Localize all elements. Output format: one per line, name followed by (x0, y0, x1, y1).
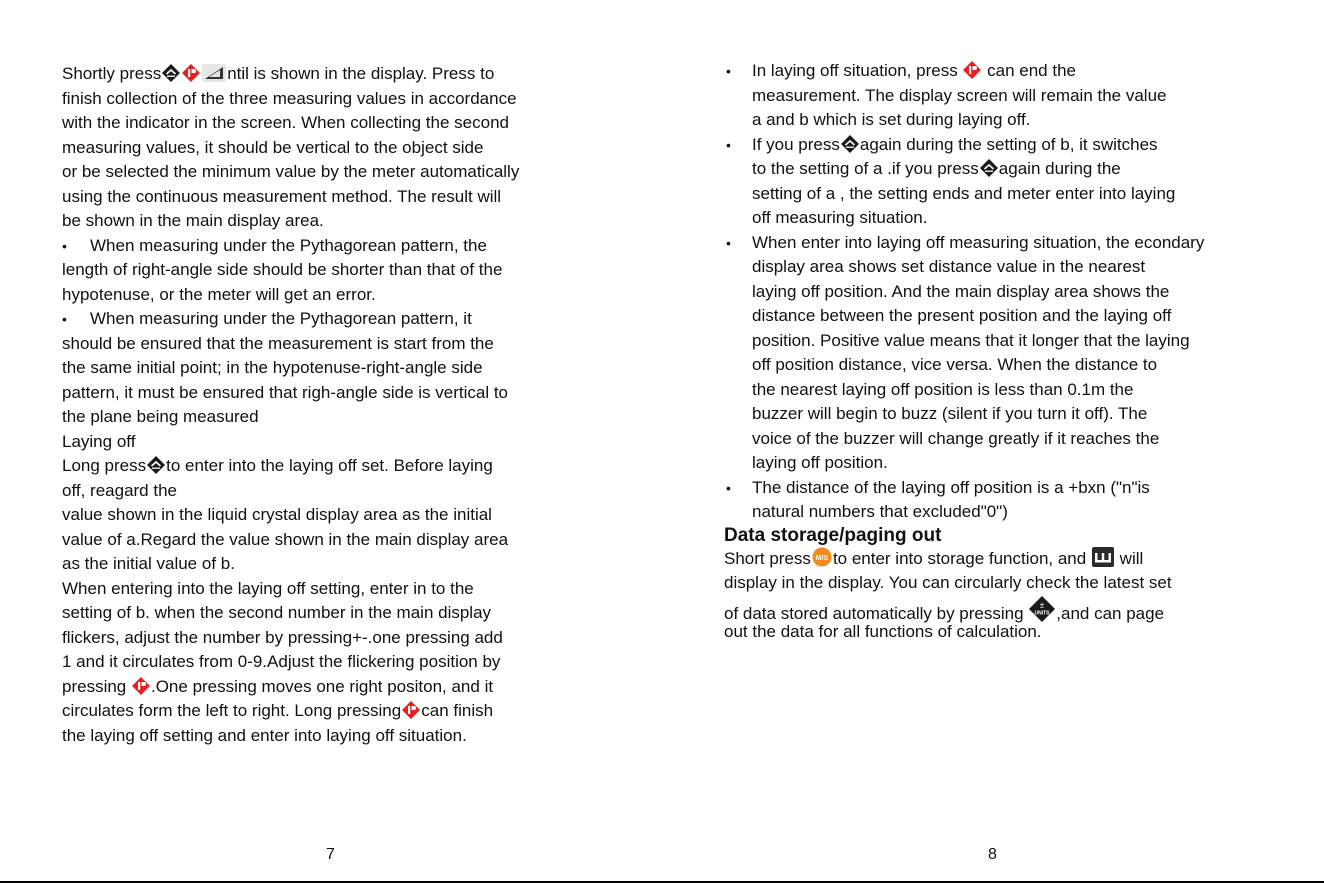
right-text-line (724, 571, 1172, 596)
text-run: finish collection of the three measuring values in accordance (62, 88, 517, 108)
right-text-line (752, 353, 1157, 378)
text-run: will (1114, 548, 1144, 568)
text-run: Long press (62, 456, 147, 475)
text-run: again during the (998, 159, 1121, 178)
text-run: ,and can page (1056, 603, 1165, 623)
left-text-line (62, 626, 503, 651)
right-text-line (752, 500, 1008, 525)
left-text-line (90, 307, 472, 332)
text-run: setting of a , the setting ends and meter enter into laying (752, 183, 1176, 203)
left-text-line (62, 87, 517, 112)
text-run: display area shows set distance value in the nearest (752, 257, 1146, 276)
text-run: or be selected the minimum value by the meter automatically (62, 162, 520, 181)
right-text-line (752, 255, 1145, 280)
text-run: When entering into the laying off setting, enter in to the (62, 578, 474, 598)
left-text-line (62, 405, 259, 430)
red-func-icon (402, 701, 420, 719)
text-run: the nearest laying off position is less than 0.1m the (752, 379, 1134, 399)
svg-text:M/S: M/S (815, 554, 829, 562)
right-text-line (752, 402, 1147, 427)
text-run: 1 and it circulates from 0-9.Adjust the flickering position by (62, 652, 501, 671)
text-run: to the setting of a .if you press (752, 159, 979, 178)
text-run: the plane being measured (62, 407, 259, 426)
text-run: display in the display. You can circularly check the latest set (724, 573, 1172, 592)
text-run: of data stored automatically by pressing (724, 603, 1029, 623)
bullet-marker: • (726, 136, 731, 153)
text-run: The distance of the laying off position is a +bxn ("n"is (752, 477, 1150, 497)
text-run: using the continuous measurement method. The result will (62, 186, 502, 206)
right-text-line (752, 231, 1204, 256)
left-text-line (62, 332, 494, 357)
left-text-line (62, 454, 493, 479)
svg-text:UNITS: UNITS (1034, 610, 1050, 616)
text-run: laying off position. And the main display area shows the (752, 281, 1170, 301)
text-run: pressing (62, 676, 131, 696)
left-text-line (62, 699, 493, 724)
right-text-line (752, 133, 1158, 158)
text-run: Shortly press (62, 64, 162, 83)
right-text-line (724, 547, 1143, 572)
text-run: circulates form the left to right. Long pressing (62, 701, 402, 720)
right-text-line (752, 451, 888, 476)
text-run: When enter into laying off measuring situation, the econdary (752, 232, 1205, 252)
text-run: Short press (724, 548, 811, 568)
right-text-line (752, 206, 927, 231)
text-run: the same initial point; in the hypotenuse-right-angle side (62, 358, 483, 377)
text-run: flickers, adjust the number by pressing+-.one pressing add (62, 627, 503, 647)
right-text-line (752, 378, 1133, 403)
left-text-line (62, 430, 135, 455)
text-run: value of a.Regard the value shown in the main display area (62, 529, 509, 549)
section-heading: Data storage/paging out (724, 525, 942, 546)
diamond-arrow-icon (162, 64, 180, 82)
text-run: hypotenuse, or the meter will get an error. (62, 284, 376, 304)
left-text-line (62, 381, 508, 406)
text-run: ntil is shown in the display. Press to (227, 64, 495, 83)
text-run: measuring values, it should be vertical to the object side (62, 137, 484, 157)
bullet-marker: • (726, 234, 731, 251)
text-run: .One pressing moves one right positon, and it (150, 676, 494, 696)
left-text-line (62, 185, 501, 210)
text-run: should be ensured that the measurement is start from the (62, 333, 494, 353)
left-text-line (62, 503, 492, 528)
right-text-line (752, 427, 1159, 452)
left-text-line (62, 283, 376, 308)
left-text-line (62, 601, 491, 626)
left-text-line (90, 234, 487, 259)
right-text-line (752, 280, 1169, 305)
bullet-marker: • (726, 479, 731, 496)
text-run: a and b which is set during laying off. (752, 110, 1031, 129)
text-run: Laying off (62, 431, 136, 451)
left-text-line (62, 577, 474, 602)
left-text-line (62, 528, 508, 553)
right-text-line (752, 476, 1150, 501)
text-run: buzzer will begin to buzz (silent if you turn it off). The (752, 404, 1148, 423)
text-run: off measuring situation. (752, 208, 928, 227)
text-run: out the data for all functions of calculation. (724, 622, 1042, 641)
text-run: off, reagard the (62, 480, 177, 500)
right-text-line (752, 59, 1076, 84)
orange-ms-icon (812, 547, 832, 567)
left-text-line (62, 111, 509, 136)
right-page (662, 0, 1324, 883)
left-text-line (62, 209, 324, 234)
text-run: the laying off setting and enter into laying off situation. (62, 725, 467, 745)
left-text-line (62, 479, 177, 504)
text-run: position. Positive value means that it longer that the laying (752, 330, 1190, 350)
text-run: laying off position. (752, 453, 888, 472)
text-run: distance between the present position and the laying off (752, 306, 1172, 325)
text-run: length of right-angle side should be shorter than that of the (62, 260, 503, 279)
page-number: 8 (988, 846, 997, 863)
right-text-line (724, 620, 1042, 645)
diamond-arrow-icon (841, 135, 859, 153)
text-run: voice of the buzzer will change greatly if it reaches the (752, 428, 1160, 448)
right-text-line (752, 182, 1175, 207)
text-run: again during the setting of b, it switches (859, 134, 1158, 154)
storage-icon (1092, 547, 1114, 567)
left-text-line (62, 258, 502, 283)
text-run: can finish (421, 701, 494, 720)
bullet-marker: • (726, 63, 731, 79)
text-run: natural numbers that excluded"0") (752, 502, 1008, 521)
text-run: When measuring under the Pythagorean pattern, it (90, 309, 472, 328)
diamond-arrow-icon (980, 159, 998, 177)
text-run: value shown in the liquid crystal display area as the initial (62, 505, 492, 524)
red-func-icon (963, 61, 981, 79)
red-func-icon (132, 677, 150, 695)
text-run: If you press (752, 134, 840, 154)
text-run: can end the (982, 61, 1076, 80)
left-text-line (62, 650, 500, 675)
left-text-line (62, 724, 467, 749)
bullet-marker: • (62, 311, 67, 327)
text-run: measurement. The display screen will remain the value (752, 85, 1167, 105)
text-run: to enter into the laying off set. Before laying (166, 456, 493, 475)
text-run: as the initial value of b. (62, 554, 235, 573)
svg-text:±: ± (1040, 600, 1045, 609)
page-number: 7 (326, 846, 335, 863)
bullet-marker: • (62, 237, 67, 254)
diamond-arrow-icon (147, 456, 165, 474)
red-func-icon (182, 64, 200, 82)
text-run: be shown in the main display area. (62, 211, 324, 230)
text-run: In laying off situation, press (752, 61, 963, 80)
text-run: off position distance, vice versa. When the distance to (752, 355, 1158, 374)
right-text-line (752, 108, 1030, 133)
text-run: pattern, it must be ensured that righ-angle side is vertical to (62, 382, 509, 402)
left-text-line (62, 356, 483, 381)
text-run: setting of b. when the second number in the main display (62, 603, 492, 622)
left-text-line (62, 552, 235, 577)
right-text-line (752, 157, 1121, 182)
right-text-line (752, 304, 1171, 329)
triangle-icon (202, 64, 226, 82)
right-text-line (752, 84, 1167, 109)
left-text-line (62, 160, 519, 185)
left-text-line (62, 62, 494, 87)
left-text-line (62, 136, 483, 161)
units-icon (1029, 596, 1055, 622)
text-run: to enter into storage function, and (832, 548, 1091, 568)
text-run: When measuring under the Pythagorean pattern, the (90, 235, 487, 255)
right-text-line (752, 329, 1190, 354)
left-text-line (62, 675, 493, 700)
text-run: with the indicator in the screen. When collecting the second (62, 113, 509, 132)
